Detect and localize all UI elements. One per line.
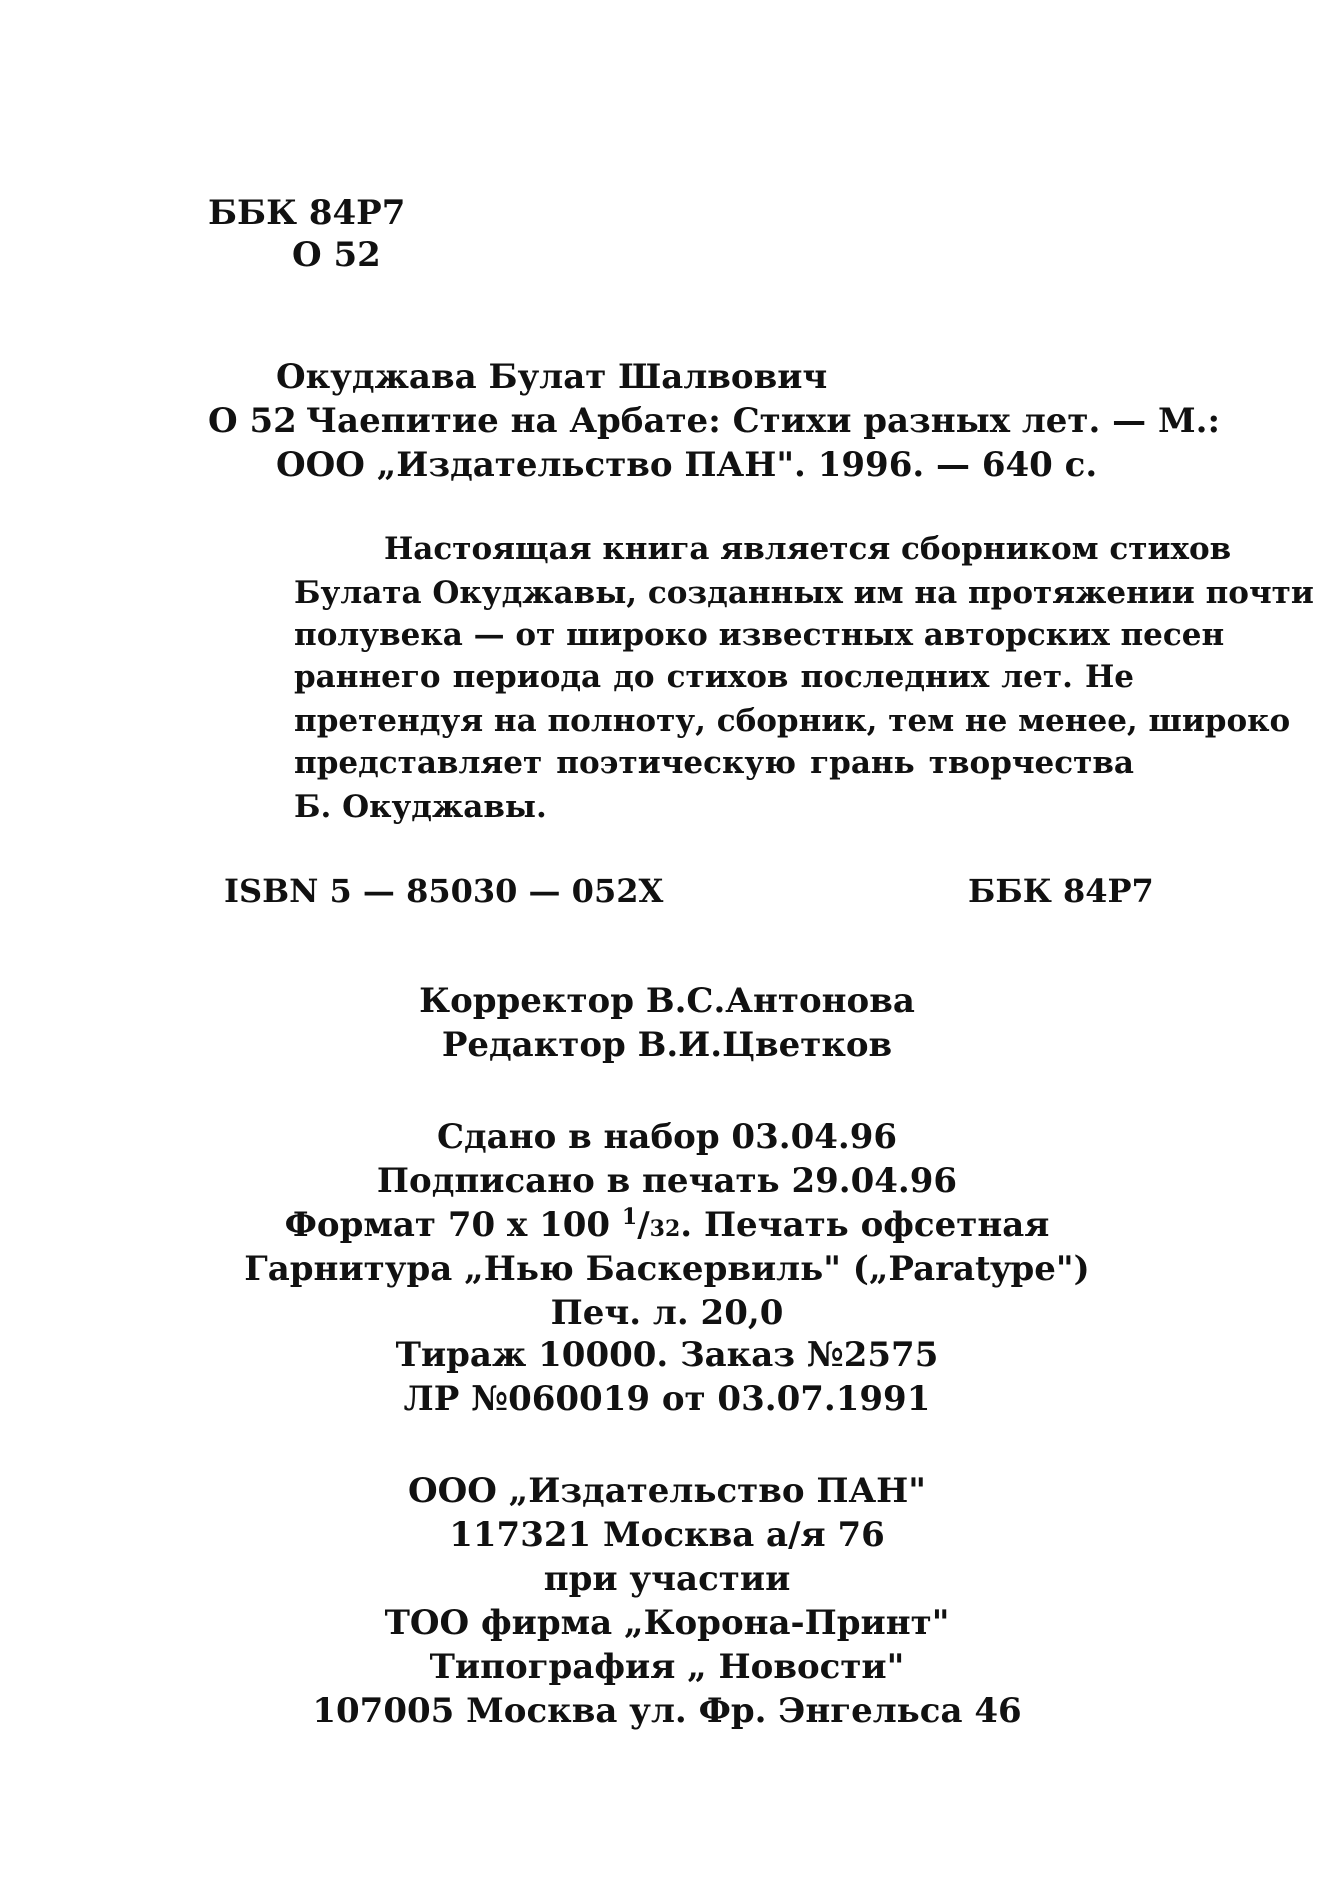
isbn: ISBN 5 — 85030 — 052X [224,872,664,910]
annotation-line-7: Б. Окуджавы. [294,789,547,825]
corrector: Корректор В.С.Антонова [419,981,915,1021]
annotation-line-6: представляет поэтическую грань творчества [294,745,1134,781]
annotation-line-2: Булата Окуджавы, созданных им на протяжении почти [294,575,1314,611]
annotation-line-5: претендуя на полноту, сборник, тем не менее, широко [294,703,1291,739]
publisher-address: 117321 Москва а/я 76 [449,1515,885,1555]
bbk-author-mark: О 52 [292,235,381,275]
printer-name: Типография „ Новости" [429,1647,905,1687]
annotation-line-3: полувека — от широко известных авторских песен [294,617,1225,653]
entry-publisher-line: ООО „Издательство ПАН". 1996. — 640 с. [276,445,1098,485]
annotation-line-1: Настоящая книга является сборником стихов [384,531,1232,567]
signed-date: Подписано в печать 29.04.96 [376,1161,958,1201]
entry-author: Окуджава Булат Шалвович [276,357,828,397]
bbk-right: ББК 84Р7 [968,872,1154,910]
format-line [0,1204,1334,1250]
license: ЛР №060019 от 03.07.1991 [403,1379,931,1419]
format-denominator: 32 [649,1216,681,1242]
entry-title-line: Чаепитие на Арбате: Стихи разных лет. — М.: [306,401,1221,441]
bbk-code: ББК 84Р7 [208,193,406,233]
format-numerator: 1 [621,1204,638,1230]
format-prefix: Формат 70 х 100 [284,1205,611,1245]
publisher-name: ООО „Издательство ПАН" [407,1471,927,1511]
typeset-date: Сдано в набор 03.04.96 [436,1117,898,1157]
editor: Редактор В.И.Цветков [441,1025,893,1065]
format-separator: / [637,1205,650,1245]
format-suffix: . Печать офсетная [680,1205,1050,1245]
with-participation: при участии [543,1559,791,1599]
typeface: Гарнитура „Нью Баскервиль" („Paratype") [244,1249,1090,1289]
entry-mark: О 52 [208,401,297,441]
print-sheets: Печ. л. 20,0 [550,1293,784,1333]
annotation-line-4: раннего периода до стихов последних лет. Не [294,659,1134,695]
partner-firm: ТОО фирма „Корона-Принт" [384,1603,950,1643]
print-run: Тираж 10000. Заказ №2575 [395,1335,939,1375]
printer-address: 107005 Москва ул. Фр. Энгельса 46 [312,1691,1022,1731]
